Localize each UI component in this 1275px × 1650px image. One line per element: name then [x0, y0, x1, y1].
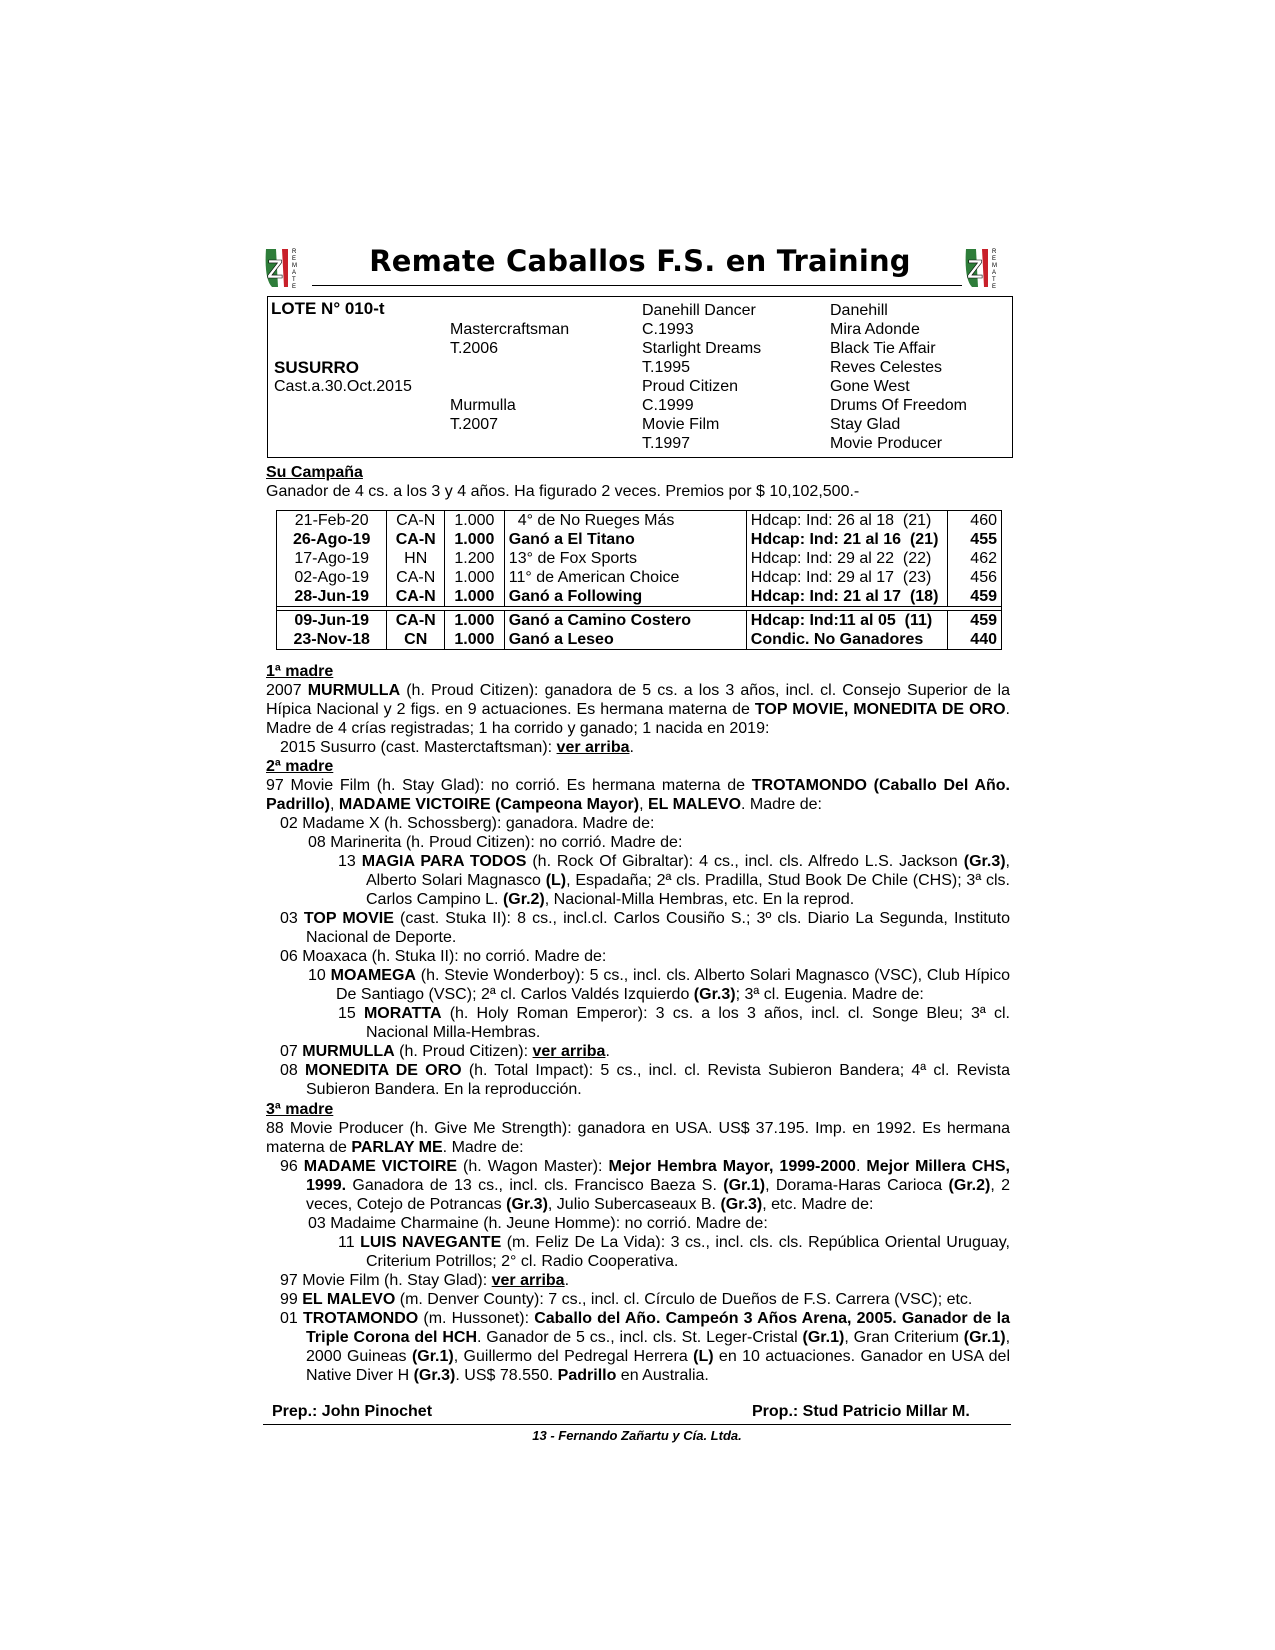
race-distance: 1.200: [445, 549, 505, 568]
header-divider: [312, 285, 962, 286]
svg-text:R: R: [292, 249, 297, 255]
race-distance: 1.000: [445, 587, 505, 607]
ver-arriba-link[interactable]: ver arriba: [532, 1043, 606, 1060]
great-grandparent: Drums Of Freedom: [830, 397, 967, 414]
remates-logo-icon: [962, 243, 1008, 291]
race-distance: 1.000: [445, 630, 505, 650]
dam1-heading: 1ª madre: [266, 663, 334, 680]
horse-name: SUSURRO: [274, 358, 360, 377]
dam2-paragraph: 97 Movie Film (h. Stay Glad): no corrió. Es hermana materna de TROTAMONDO (Caballo Del Año. Padrillo), MADAME VICTOIRE (Campeona Mayor), EL MALEVO. Madre de:: [266, 777, 1011, 813]
svg-text:A: A: [992, 270, 997, 276]
ver-arriba-link[interactable]: ver arriba: [556, 739, 630, 756]
dam2-line: 02 Madame X (h. Schossberg): ganadora. Madre de:: [280, 815, 655, 832]
footer-divider: [263, 1424, 1011, 1425]
table-row: [277, 630, 1002, 650]
race-date: 26-Ago-19: [277, 530, 387, 549]
pedigree-box: [267, 296, 1013, 458]
sire-info: T.2006: [450, 340, 499, 357]
preparer: Prep.: John Pinochet: [272, 1403, 433, 1420]
race-distance: 1.000: [445, 530, 505, 549]
race-distance: 1.000: [445, 511, 505, 531]
horse-description: Cast.a.30.Oct.2015: [274, 378, 412, 395]
dam1-offspring: 2015 Susurro (cast. Masterctaftsman): ver arriba.: [280, 739, 634, 756]
svg-text:T: T: [992, 277, 996, 283]
table-row: [277, 611, 1002, 631]
race-weight: 455: [948, 530, 1002, 549]
dam2-line: 08 MONEDITA DE ORO (h. Total Impact): 5 cs., incl. cl. Revista Subieron Bandera; 4ª cl. Revista Subieron Bandera. En la reproducción.: [280, 1062, 1010, 1098]
grandparent-entry: T.1995: [642, 359, 691, 376]
grandparent-entry: Proud Citizen: [642, 378, 739, 395]
dam3-line: 11 LUIS NAVEGANTE (m. Feliz De La Vida): 3 cs., incl. cls. cls. República Oriental Uruguay, Criterium Potrillos; 2° cl. Radio Cooperativa.: [338, 1234, 1010, 1270]
race-result: 4° de No Rueges Más: [504, 511, 746, 531]
sire-name: Mastercraftsman: [450, 321, 570, 338]
race-date: 02-Ago-19: [277, 568, 387, 587]
race-hdcap: Hdcap: Ind: 26 al 18 (21): [746, 511, 948, 531]
race-hdcap: Hdcap: Ind: 29 al 22 (22): [746, 549, 948, 568]
table-row: [277, 511, 1002, 531]
svg-text:M: M: [992, 263, 997, 269]
table-row: [277, 568, 1002, 587]
race-weight: 459: [948, 587, 1002, 607]
race-date: 21-Feb-20: [277, 511, 387, 531]
campaign-table: [276, 510, 1002, 650]
race-track: CA-N: [387, 530, 445, 549]
lot-number: LOTE N° 010-t: [271, 299, 385, 318]
great-grandparent: Black Tie Affair: [830, 340, 936, 357]
dam3-line: 01 TROTAMONDO (m. Hussonet): Caballo del Año. Campeón 3 Años Arena, 2005. Ganador de la Triple Corona del HCH. Ganador de 5 cs., incl. cls. St. Leger-Cristal (Gr.1), Gran Criterium (Gr.1), 2000 Guineas (Gr.1), Guillermo del Pedregal Herrera (L) en 10 actuaciones. Ganador en USA del Native Diver H (Gr.3). US$ 78.550. Padrillo en Australia.: [280, 1310, 1011, 1384]
race-date: 23-Nov-18: [277, 630, 387, 650]
dam2-line: 13 MAGIA PARA TODOS (h. Rock Of Gibraltar): 4 cs., incl. cls. Alfredo L.S. Jackson (Gr.3), Alberto Solari Magnasco (L), Espadaña; 2ª cls. Pradilla, Stud Book De Chile (CHS); 3ª cls. Carlos Campino L. (Gr.2), Nacional-Milla Hembras, etc. En la reprod.: [338, 853, 1010, 908]
race-track: CA-N: [387, 611, 445, 631]
race-weight: 440: [948, 630, 1002, 650]
dam2-line: 10 MOAMEGA (h. Stevie Wonderboy): 5 cs., incl. cls. Alberto Solari Magnasco (VSC), Club Hípico De Santiago (VSC); 2ª cl. Carlos Valdés Izquierdo (Gr.3); 3ª cl. Eugenia. Madre de:: [308, 967, 1010, 1003]
great-grandparent: Movie Producer: [830, 435, 943, 452]
great-grandparent: Danehill: [830, 302, 888, 319]
race-date: 17-Ago-19: [277, 549, 387, 568]
svg-text:M: M: [292, 263, 297, 269]
table-row: [277, 587, 1002, 607]
grandparent-entry: C.1999: [642, 397, 694, 414]
race-distance: 1.000: [445, 568, 505, 587]
dam3-line: 97 Movie Film (h. Stay Glad): ver arriba.: [280, 1272, 570, 1289]
svg-text:R: R: [992, 249, 997, 255]
race-hdcap: Hdcap: Ind: 21 al 17 (18): [746, 587, 948, 607]
svg-text:E: E: [292, 284, 297, 290]
grandparent-entry: Movie Film: [642, 416, 720, 433]
race-date: 28-Jun-19: [277, 587, 387, 607]
race-track: CA-N: [387, 568, 445, 587]
race-weight: 462: [948, 549, 1002, 568]
race-track: HN: [387, 549, 445, 568]
race-weight: 460: [948, 511, 1002, 531]
grandparent-entry: Danehill Dancer: [642, 302, 756, 319]
race-result: Ganó a El Titano: [504, 530, 746, 549]
dam2-line: 07 MURMULLA (h. Proud Citizen): ver arriba.: [280, 1043, 610, 1060]
race-weight: 459: [948, 611, 1002, 631]
logo-right: [962, 243, 1008, 296]
race-result: 11° de American Choice: [504, 568, 746, 587]
dam1-paragraph: 2007 MURMULLA (h. Proud Citizen): ganadora de 5 cs. a los 3 años, incl. cl. Consejo Superior de la Hípica Nacional y 2 figs. en 9 actuaciones. Es hermana materna de TOP MOVIE, MONEDITA DE ORO. Madre de 4 crías registradas; 1 ha corrido y ganado; 1 nacida en 2019:: [266, 682, 1010, 737]
great-grandparent: Gone West: [830, 378, 910, 395]
race-track: CA-N: [387, 511, 445, 531]
campaign-summary: Ganador de 4 cs. a los 3 y 4 años. Ha figurado 2 veces. Premios por $ 10,102,500.-: [266, 483, 860, 500]
race-hdcap: Hdcap: Ind: 29 al 17 (23): [746, 568, 948, 587]
race-result: 13° de Fox Sports: [504, 549, 746, 568]
grandparent-entry: Starlight Dreams: [642, 340, 762, 357]
race-hdcap: Hdcap: Ind:11 al 05 (11): [746, 611, 948, 631]
dam2-line: 06 Moaxaca (h. Stuka II): no corrió. Madre de:: [280, 948, 607, 965]
campaign-heading: Su Campaña: [266, 464, 363, 481]
dam2-line: 03 TOP MOVIE (cast. Stuka II): 8 cs., incl.cl. Carlos Cousiño S.; 3º cls. Diario La Segunda, Instituto Nacional de Deporte.: [280, 910, 1010, 946]
proprietor: Prop.: Stud Patricio Millar M.: [752, 1403, 970, 1420]
dam3-paragraph: 88 Movie Producer (h. Give Me Strength): ganadora en USA. US$ 37.195. Imp. en 1992. Es hermana materna de PARLAY ME. Madre de:: [266, 1120, 1010, 1156]
dam2-heading: 2ª madre: [266, 758, 334, 775]
dam2-line: 08 Marinerita (h. Proud Citizen): no corrió. Madre de:: [308, 834, 683, 851]
race-hdcap: Condic. No Ganadores: [746, 630, 948, 650]
svg-text:T: T: [292, 277, 296, 283]
race-distance: 1.000: [445, 611, 505, 631]
dam3-line: 96 MADAME VICTOIRE (h. Wagon Master): Mejor Hembra Mayor, 1999-2000. Mejor Millera CHS, 1999. Ganadora de 13 cs., incl. cls. Francisco Baeza S. (Gr.1), Dorama-Haras Carioca (Gr.2), 2 veces, Cotejo de Potrancas (Gr.3), Julio Subercaseaux B. (Gr.3), etc. Madre de:: [280, 1158, 1011, 1213]
great-grandparent: Reves Celestes: [830, 359, 943, 376]
dam3-line: 99 EL MALEVO (m. Denver County): 7 cs., incl. cl. Círculo de Dueños de F.S. Carrera (VSC); etc.: [280, 1291, 973, 1308]
dam3-heading: 3ª madre: [266, 1101, 334, 1118]
race-hdcap: Hdcap: Ind: 21 al 16 (21): [746, 530, 948, 549]
race-result: Ganó a Leseo: [504, 630, 746, 650]
dam2-line: 15 MORATTA (h. Holy Roman Emperor): 3 cs. a los 3 años, incl. cl. Songe Bleu; 3ª cl. Nacional Milla-Hembras.: [338, 1005, 1011, 1041]
dam-info: T.2007: [450, 416, 499, 433]
race-weight: 456: [948, 568, 1002, 587]
ver-arriba-link[interactable]: ver arriba: [491, 1272, 565, 1289]
table-row: [277, 549, 1002, 568]
grandparent-entry: C.1993: [642, 321, 694, 338]
dam-name: Murmulla: [450, 397, 516, 414]
svg-text:E: E: [992, 256, 997, 262]
page-title: Remate Caballos F.S. en Training: [369, 244, 911, 278]
race-date: 09-Jun-19: [277, 611, 387, 631]
great-grandparent: Stay Glad: [830, 416, 901, 433]
footer-text: 13 - Fernando Zañartu y Cía. Ltda.: [532, 1428, 742, 1443]
race-result: Ganó a Following: [504, 587, 746, 607]
svg-text:Z: Z: [967, 254, 983, 284]
race-track: CA-N: [387, 587, 445, 607]
great-grandparent: Mira Adonde: [830, 321, 920, 338]
race-result: Ganó a Camino Costero: [504, 611, 746, 631]
svg-text:Z: Z: [267, 254, 283, 284]
svg-text:E: E: [292, 256, 297, 262]
race-track: CN: [387, 630, 445, 650]
table-row: [277, 530, 1002, 549]
svg-text:E: E: [992, 284, 997, 290]
grandparent-entry: T.1997: [642, 435, 691, 452]
dam3-line: 03 Madaime Charmaine (h. Jeune Homme): no corrió. Madre de:: [308, 1215, 768, 1232]
svg-text:A: A: [292, 270, 297, 276]
